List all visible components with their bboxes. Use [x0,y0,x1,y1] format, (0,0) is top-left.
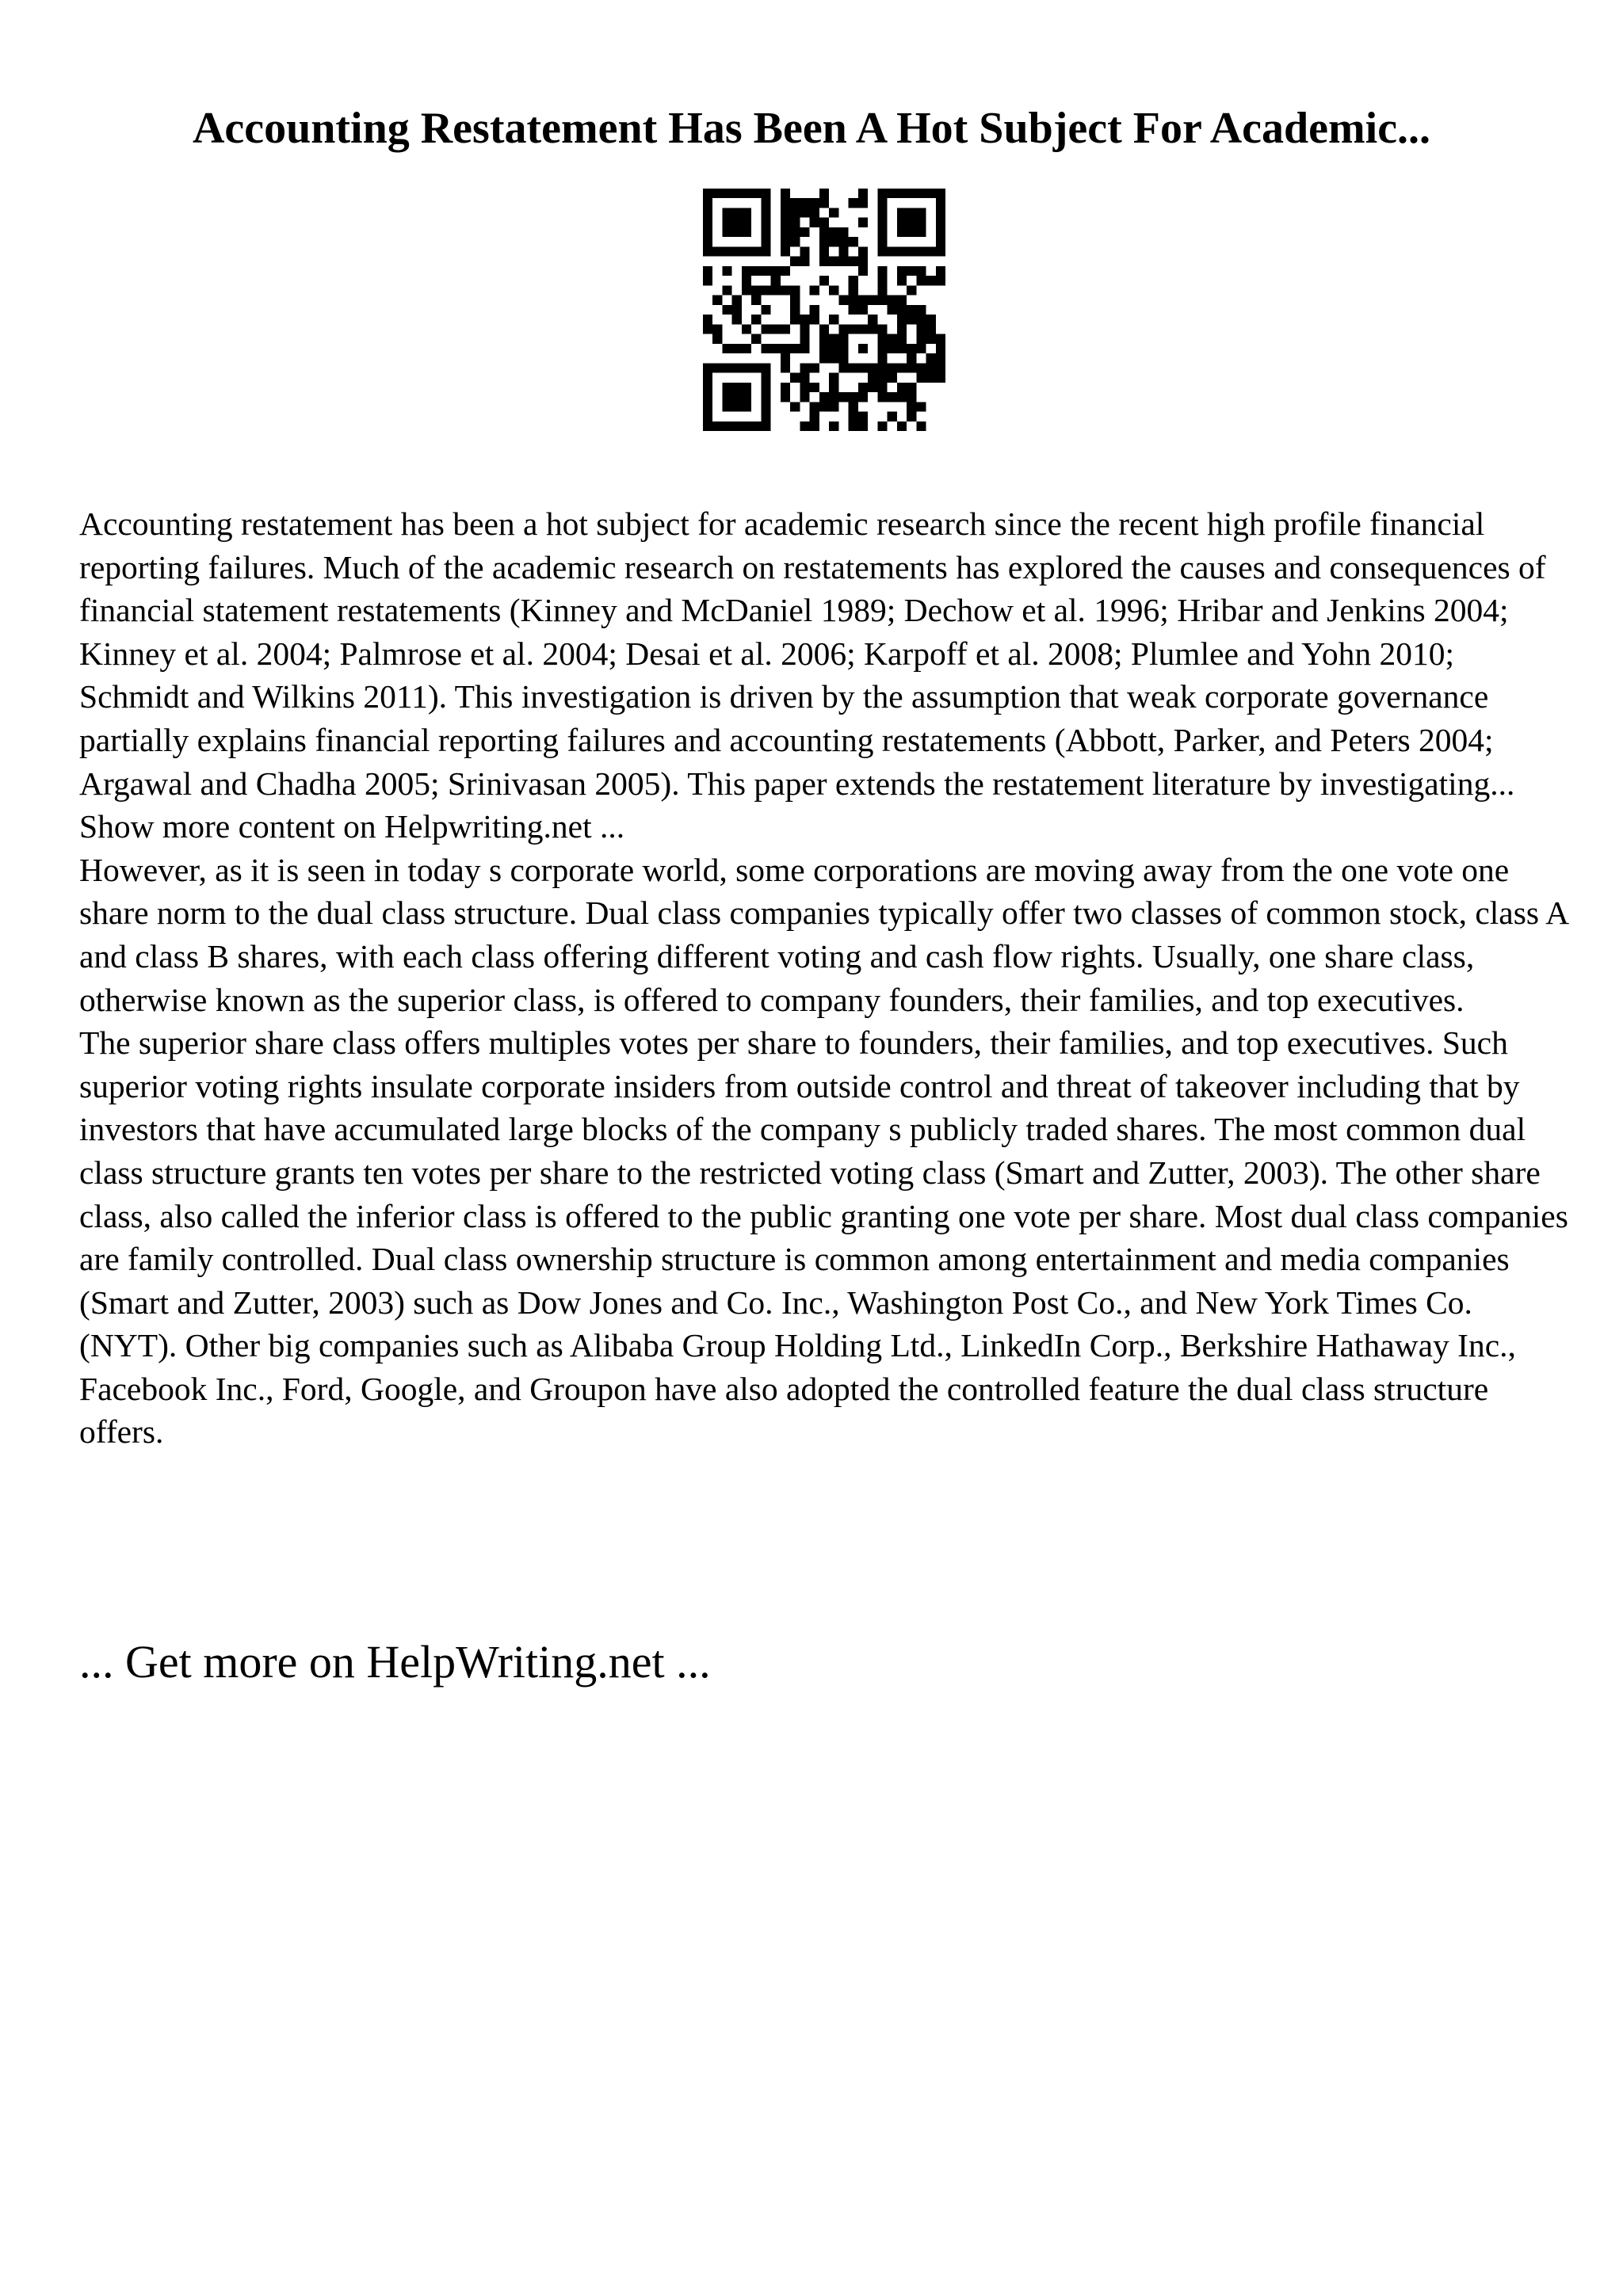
show-more-link[interactable]: Show more content on Helpwriting.net ... [79,808,625,845]
document-body [79,502,1569,1454]
get-more-link[interactable]: ... Get more on HelpWriting.net ... [79,1636,711,1688]
qr-code-icon [703,189,945,431]
paragraph-superior-class: The superior share class offers multiples votes per share to founders, their families, and top executives. Such superior voting rights insulate corporate insiders from outside control and threat of takeover including that by investors that have accumulated large blocks of the company s publicly traded shares. The most common dual class structure grants ten votes per share to the restricted voting class (Smart and Zutter, 2003). The other share class, also called the inferior class is offered to the public granting one vote per share. Most dual class companies are family controlled. Dual class ownership structure is common among entertainment and media companies (Smart and Zutter, 2003) such as Dow Jones and Co. Inc., Washington Post Co., and New York Times Co. (NYT). Other big companies such as Alibaba Group Holding Ltd., LinkedIn Corp., Berkshire Hathaway Inc., Facebook Inc., Ford, Google, and Groupon have also adopted the controlled feature the dual class structure offers. [79,1024,1568,1451]
paragraph-restatement: Accounting restatement has been a hot subject for academic research since the recent high profile financial reporting failures. Much of the academic research on restatements has explored the causes and consequences of financial statement restatements (Kinney and McDaniel 1989; Dechow et al. 1996; Hribar and Jenkins 2004; Kinney et al. 2004; Palmrose et al. 2004; Desai et al. 2006; Karpoff et al. 2008; Plumlee and Yohn 2010; Schmidt and Wilkins 2011). This investigation is driven by the assumption that weak corporate governance partially explains financial reporting failures and accounting restatements (Abbott, Parker, and Peters 2004; Argawal and Chadha 2005; Srinivasan 2005). This paper extends the restatement literature by investigating... [79,505,1546,802]
paragraph-dual-class: However, as it is seen in today s corporate world, some corporations are moving away from the one vote one share norm to the dual class structure. Dual class companies typically offer two classes of common stock, class A and class B shares, with each class offering different voting and cash flow rights. Usually, one share class, otherwise known as the superior class, is offered to company founders, their families, and top executives. [79,851,1568,1018]
document-title: Accounting Restatement Has Been A Hot Subject For Academic... [192,104,1431,153]
